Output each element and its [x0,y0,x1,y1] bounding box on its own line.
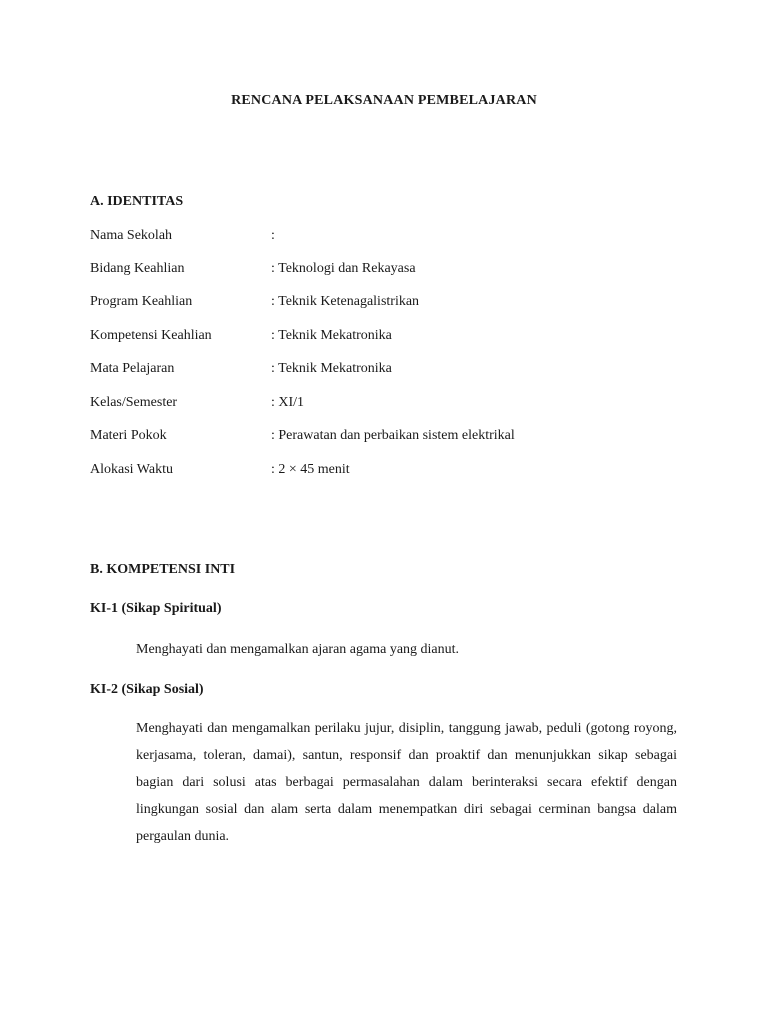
identity-value: : Teknik Mekatronika [271,328,392,343]
identity-label: Program Keahlian [90,294,193,309]
identity-label: Kompetensi Keahlian [90,328,212,343]
ki1-heading: KI-1 (Sikap Spiritual) [90,601,222,616]
identity-value: : Teknologi dan Rekayasa [271,261,416,276]
identity-label: Nama Sekolah [90,228,173,243]
identity-row-alokasi-waktu [90,462,690,482]
identity-row-bidang-keahlian [90,261,690,281]
identity-label: Kelas/Semester [90,395,178,410]
identity-label: Materi Pokok [90,428,167,443]
identity-row-nama-sekolah [90,228,690,248]
ki1-text: Menghayati dan mengamalkan ajaran agama yang dianut. [136,642,460,657]
identity-label: Mata Pelajaran [90,361,175,376]
identity-row-kompetensi-keahlian [90,328,690,348]
section-b-heading: B. KOMPETENSI INTI [90,562,236,577]
identity-label: Bidang Keahlian [90,261,185,276]
identity-value: : [271,228,275,243]
identity-row-program-keahlian [90,294,690,314]
identity-value: : 2 × 45 menit [271,462,350,477]
ki2-heading: KI-2 (Sikap Sosial) [90,682,204,697]
identity-value: : Perawatan dan perbaikan sistem elektrikal [271,428,515,443]
identity-row-mata-pelajaran [90,361,690,381]
identity-row-materi-pokok [90,428,690,448]
identity-label: Alokasi Waktu [90,462,173,477]
identity-row-kelas-semester [90,395,690,415]
identity-value: : XI/1 [271,395,305,410]
identity-value: : Teknik Mekatronika [271,361,392,376]
identity-value: : Teknik Ketenagalistrikan [271,294,420,309]
ki2-text: Menghayati dan mengamalkan perilaku jujur, disiplin, tanggung jawab, peduli (gotong royong, kerjasama, toleran, damai), santun, responsif dan proaktif dan menunjukkan sikap sebagai bagian dari solusi atas berbagai permasalahan dalam berinteraksi secara efektif dengan lingkungan sosial dan alam serta dalam menempatkan diri sebagai cerminan bangsa dalam pergaulan dunia. [136,721,677,844]
document-title: RENCANA PELAKSANAAN PEMBELAJARAN [231,93,537,108]
section-a-heading: A. IDENTITAS [90,194,184,209]
